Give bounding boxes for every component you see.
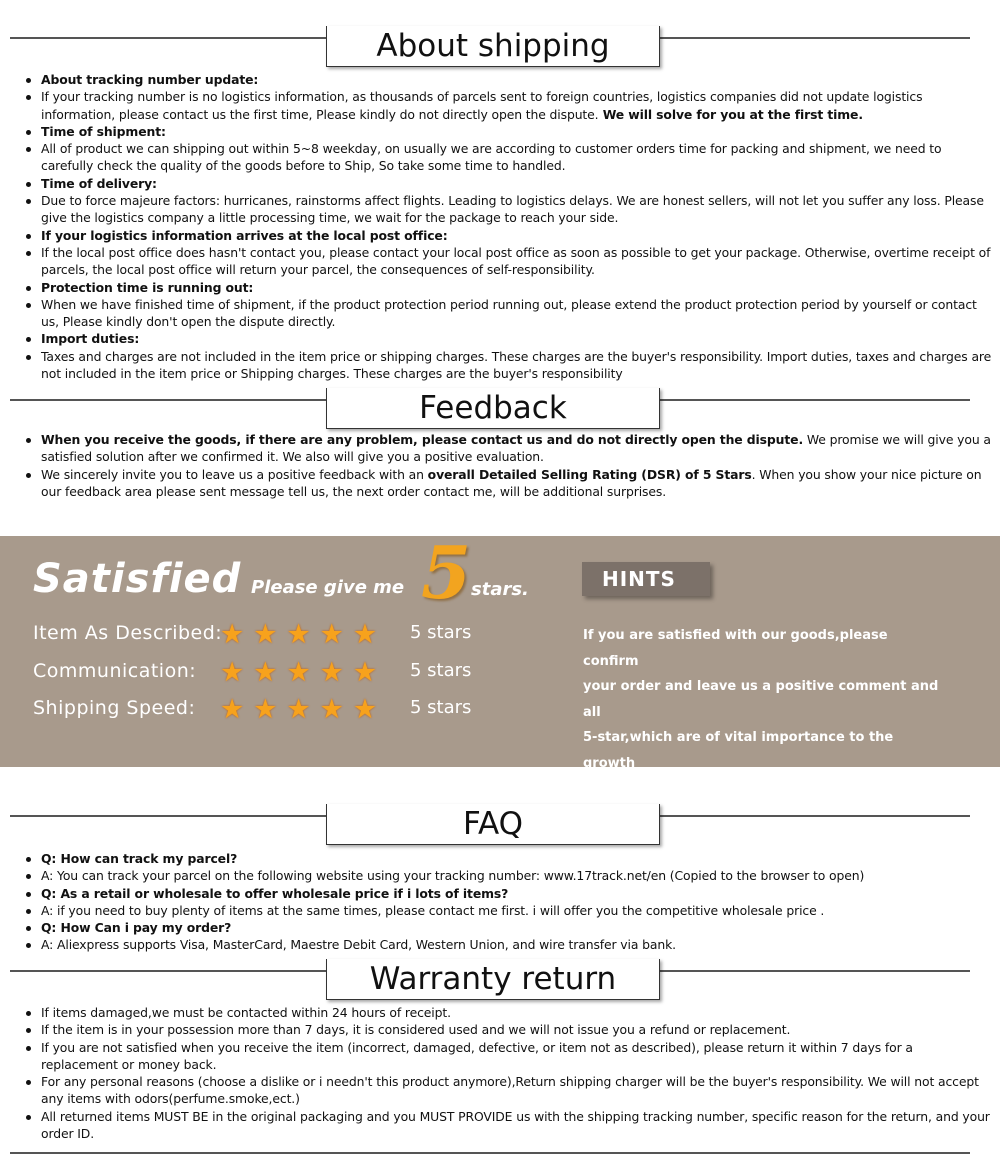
hints-line: of our company.Thank you in advance! <box>583 781 867 797</box>
star-icon: ★ <box>352 694 378 725</box>
shipping-title: About shipping <box>326 26 660 67</box>
list-item <box>22 140 992 175</box>
feedback-header <box>0 388 1000 432</box>
hints-badge: HINTS <box>582 562 710 596</box>
item-text: A: if you need to buy plenty of items at the same times, please contact me first. i will offer you the competitive wholesale price . <box>41 902 825 918</box>
rating-value: 5 stars <box>410 660 472 681</box>
faq-list <box>22 850 992 954</box>
warranty-title: Warranty return <box>326 959 660 1000</box>
item-text: For any personal reasons (choose a dislike or i needn't this product anymore),Return shipping charger will be the buyer's responsibility. We will not accept any items with odors(perfume.smoke,ect.) <box>41 1074 979 1107</box>
rating-value: 5 stars <box>410 622 472 643</box>
shipping-list <box>22 71 992 382</box>
rating-label: Communication: <box>33 660 197 682</box>
faq-title: FAQ <box>326 804 660 845</box>
star-icon: ★ <box>220 657 245 688</box>
item-text: Protection time is running out: <box>41 279 254 295</box>
star-icon: ★ <box>253 619 278 650</box>
list-item <box>22 192 992 227</box>
star-icon: ★ <box>319 694 344 725</box>
list-item <box>22 1108 992 1143</box>
item-text: If your tracking number is no logistics information, as thousands of parcels sent to foreign countries, logistics companies did not update logistics information, please contact us the first time, Please kindly do not directly open the dispute. <box>41 89 923 122</box>
list-item <box>22 279 992 296</box>
item-text: We sincerely invite you to leave us a positive feedback with an <box>41 466 428 482</box>
warranty-header <box>0 959 1000 1003</box>
star-icon: ★ <box>220 619 245 650</box>
star-icon: ★ <box>352 619 378 650</box>
item-text: If the item is in your possession more than 7 days, it is considered used and we will not issue you a refund or replacement. <box>41 1022 791 1038</box>
list-item <box>22 850 992 867</box>
list-item <box>22 330 992 347</box>
hints-line: 5-star,which are of vital importance to the growth <box>583 730 894 771</box>
item-text: All of product we can shipping out within 5~8 weekday, on usually we are according to customer orders time for packing and shipment, we need to carefully check the quality of the goods before to Ship, So take some time to handled. <box>41 141 942 174</box>
list-item <box>22 1021 992 1038</box>
rating-stars <box>220 696 377 723</box>
satisfied-heading: Satisfied <box>33 556 242 602</box>
item-text: . When you show your nice picture on our feedback area please sent message tell us, the next order contact me, will be additional surprises. <box>41 466 982 499</box>
star-icon: ★ <box>352 657 378 688</box>
item-text: If you are not satisfied when you receive the item (incorrect, damaged, defective, or item not as described), please return it within 7 days for a replacement or money back. <box>41 1039 913 1072</box>
list-item <box>22 466 992 501</box>
item-text: Time of delivery: <box>41 175 157 191</box>
rating-value: 5 stars <box>410 697 472 718</box>
big-five: 5 <box>421 530 472 615</box>
list-item <box>22 919 992 936</box>
list-item <box>22 867 992 884</box>
item-text: All returned items MUST BE in the original packaging and you MUST PROVIDE us with the shipping tracking number, specific reason for the return, and your order ID. <box>41 1108 990 1142</box>
feedback-title: Feedback <box>326 388 660 429</box>
item-text: Import duties: <box>41 331 140 347</box>
star-icon: ★ <box>286 619 311 650</box>
hints-line: If you are satisfied with our goods,please confirm <box>583 628 888 669</box>
rating-label: Shipping Speed: <box>33 697 196 719</box>
item-text: Q: As a retail or wholesale to offer wholesale price if i lots of items? <box>41 885 509 901</box>
list-item <box>22 1039 992 1074</box>
section-rule <box>10 1152 970 1154</box>
item-text: Q: How can track my parcel? <box>41 851 238 866</box>
list-item <box>22 936 992 953</box>
hints-text <box>583 623 943 802</box>
list-item <box>22 175 992 192</box>
item-text: Q: How Can i pay my order? <box>41 920 232 936</box>
list-item <box>22 1004 992 1021</box>
star-icon: ★ <box>220 694 245 725</box>
shipping-header <box>0 26 1000 70</box>
star-icon: ★ <box>286 657 311 688</box>
hints-line: your order and leave us a positive comment and all <box>583 679 939 720</box>
list-item <box>22 902 992 919</box>
warranty-list <box>22 1004 992 1142</box>
rating-label: Item As Described: <box>33 622 223 644</box>
list-item <box>22 348 992 383</box>
star-icon: ★ <box>253 694 278 725</box>
item-bold: We will solve for you at the first time. <box>598 106 863 122</box>
please-give-me: Please give me <box>251 577 405 598</box>
item-text: Due to force majeure factors: hurricanes, rainstorms affect flights. Leading to logistics delays. We are honest sellers, will not let you suffer any loss. Please give the logistics company a little processing time, we wait for the package to reach your side. <box>41 193 984 226</box>
star-icon: ★ <box>253 657 278 688</box>
star-icon: ★ <box>319 657 344 688</box>
list-item <box>22 431 992 466</box>
list-item <box>22 1073 992 1108</box>
item-text: If the local post office does hasn't contact you, please contact your local post office as soon as possible to get your package. Otherwise, overtime receipt of parcels, the local post office will return your parcel, the consequences of self-responsibility. <box>41 244 991 278</box>
list-item <box>22 88 992 123</box>
item-text: A: You can track your parcel on the following website using your tracking number: www.17track.net/en (Copied to the browser to open) <box>41 868 865 884</box>
item-text: About tracking number update: <box>41 72 259 87</box>
rating-banner <box>0 530 1000 797</box>
rating-stars <box>220 659 377 686</box>
item-bold: overall Detailed Selling Rating (DSR) of 5 Stars <box>427 466 752 482</box>
feedback-list <box>22 431 992 500</box>
item-bold: When you receive the goods, if there are any problem, please contact us and do not directly open the dispute. <box>41 432 804 447</box>
list-item <box>22 123 992 140</box>
item-text: A: Aliexpress supports Visa, MasterCard, Maestre Debit Card, Western Union, and wire transfer via bank. <box>41 937 676 953</box>
item-text: When we have finished time of shipment, if the product protection period running out, please extend the product protection period by yourself or contact us, Please kindly don't open the dispute directly. <box>41 296 977 330</box>
list-item <box>22 71 992 88</box>
stars-word: stars. <box>471 579 529 600</box>
list-item <box>22 885 992 902</box>
star-icon: ★ <box>286 694 311 725</box>
list-item <box>22 296 992 331</box>
rating-stars <box>220 621 377 648</box>
item-text: If your logistics information arrives at the local post office: <box>41 227 448 243</box>
item-text: We promise we will give you a satisfied solution after we confirmed it. We also will give you a positive evaluation. <box>41 432 991 465</box>
item-text: Taxes and charges are not included in the item price or shipping charges. These charges are the buyer's responsibility. Import duties, taxes and charges are not included in the item price or Shipping charges. These charges are the buyer's responsibility <box>41 348 992 382</box>
item-text: If items damaged,we must be contacted within 24 hours of receipt. <box>41 1005 451 1020</box>
star-icon: ★ <box>319 619 344 650</box>
list-item <box>22 227 992 244</box>
list-item <box>22 244 992 279</box>
item-text: Time of shipment: <box>41 123 166 139</box>
faq-header <box>0 804 1000 848</box>
